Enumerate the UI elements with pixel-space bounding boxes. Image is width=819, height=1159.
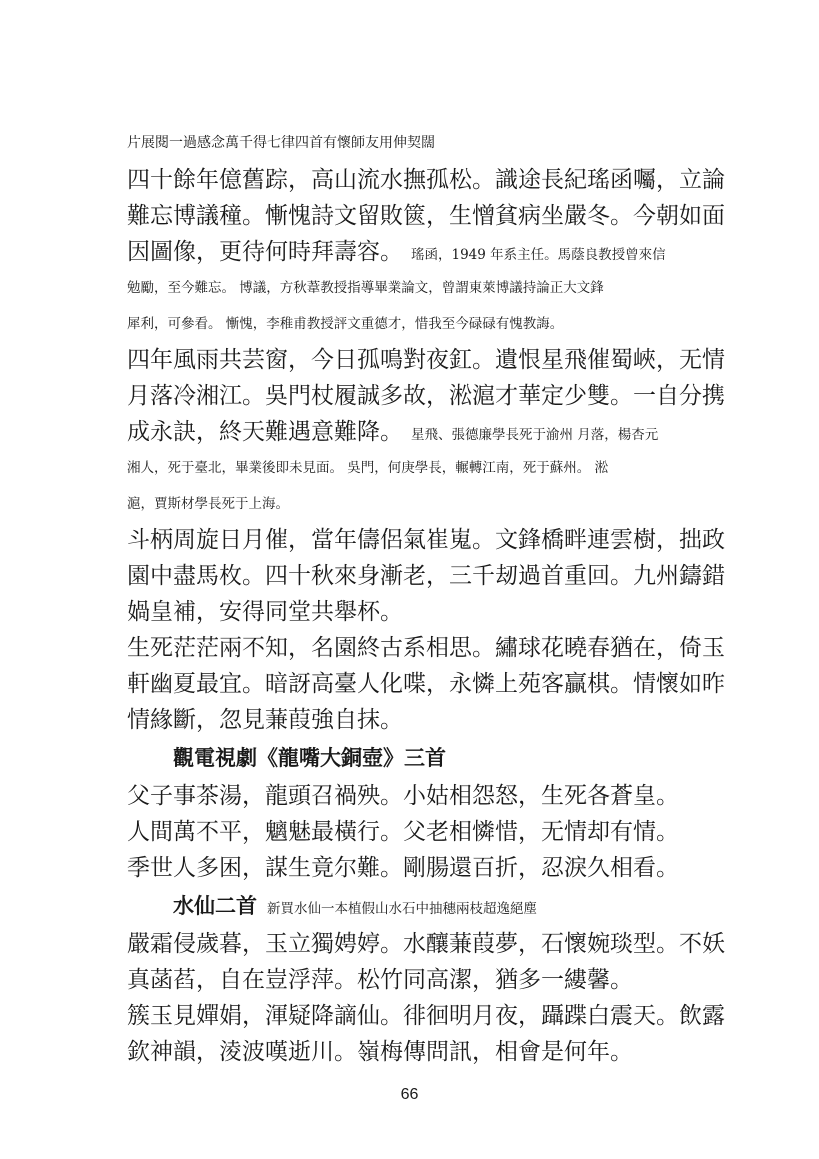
- poem-line: 父子事茶湯，龍頭召禍殃。小姑相怨怒，生死各蒼皇。: [127, 783, 679, 809]
- annotation-note: 犀利，可參看。 慚愧，李稚甫教授評文重德才，惜我至今碌碌有愧教誨。: [127, 316, 564, 332]
- poem-line: 四十餘年億舊踪，高山流水撫孤松。識途長紀瑤函囑，立論: [127, 167, 725, 193]
- annotation-note: 湘人，死于臺北，畢業後即未見面。 吳門，何庚學長，輾轉江南，死于蘇州。 淞: [127, 460, 609, 476]
- poem-line: 園中盡馬枚。四十秋來身漸老，三千刼過首重回。九州鑄錯: [127, 563, 725, 589]
- poem-line: 真菡萏，自在豈浮萍。松竹同高潔，猶多一縷馨。: [127, 967, 633, 993]
- poem-1: [127, 162, 727, 342]
- section-title-text: 水仙二首: [173, 893, 257, 918]
- poem-line: 季世人多困，謀生竟尔難。剛腸還百折，忍淚久相看。: [127, 855, 679, 881]
- annotation-note: 星飛、張德廉學長死于渝州 月落，楊杏元: [411, 427, 659, 443]
- poem-line: 簇玉見嬋娟，渾疑降謫仙。徘徊明月夜，躡蹀白震天。飲露: [127, 1003, 725, 1029]
- poem-line: [127, 234, 727, 270]
- annotation-note: 勉勵，至今難忘。 博議，方秋葦教授指導畢業論文，曾謂東萊博議持論正大文鋒: [127, 280, 604, 296]
- poem-2: [127, 342, 727, 522]
- poem-section-2: [127, 778, 727, 886]
- annotation-note: 滬，賈斯材學長死于上海。: [127, 496, 289, 512]
- poem-4: [127, 630, 727, 738]
- poem-line: 情緣斷，忽見蒹葭強自抹。: [127, 707, 403, 733]
- annotation-note: 瑤函，1949 年系主任。馬蔭良教授曾來信: [411, 247, 666, 263]
- poem-group-heading: 片展閱一過感念萬千得七律四首有懷師友用伸契闊: [127, 135, 435, 151]
- poem-line-text: 因圖像，更待何時拜壽容。: [127, 239, 403, 265]
- poem-line: 四年風雨共芸窗，今日孤鳴對夜釭。遺恨星飛催蜀峽，无情: [127, 347, 725, 373]
- page-number: 66: [400, 1086, 419, 1103]
- poem-line: 軒幽夏最宜。暗訝高臺人化喋，永憐上苑客贏棋。情懷如昨: [127, 671, 725, 697]
- poem-3: [127, 522, 727, 630]
- poem-line: 生死茫茫兩不知，名園終古系相思。繡球花曉春猶在，倚玉: [127, 635, 725, 661]
- poem-line: 斗柄周旋日月催，當年儔侶氣崔嵬。文鋒橋畔連雲樹，拙政: [127, 527, 725, 553]
- poem-line: 媧皇補，安得同堂共舉杯。: [127, 599, 403, 625]
- section-title: 觀電視劇《龍嘴大銅壺》三首: [173, 745, 446, 770]
- poem-line: 人間萬不平，魑魅最橫行。父老相憐惜，无情却有情。: [127, 819, 679, 845]
- section-title: [127, 886, 727, 926]
- poem-line-text: 成永訣，終天難遇意難降。: [127, 419, 403, 445]
- poem-line: [127, 414, 727, 450]
- poem-line: 嚴霜侵歲暮，玉立獨娉婷。水釀蒹葭夢，石懷婉琰型。不妖: [127, 931, 725, 957]
- poem-line: 難忘博議穜。慚愧詩文留敗篋，生憎貧病坐嚴冬。今朝如面: [127, 203, 725, 229]
- poem-line: 欽神韻，淩波嘆逝川。嶺梅傳問訊，相會是何年。: [127, 1039, 633, 1065]
- section-subtitle: 新買水仙一本植假山水石中抽穗兩枝超逸絕塵: [267, 901, 537, 917]
- poem-line: 月落冷湘江。吳門杖履誠多故，淞滬才華定少雙。一自分携: [127, 383, 725, 409]
- page-content: [127, 132, 727, 1070]
- poem-section-3: [127, 926, 727, 1070]
